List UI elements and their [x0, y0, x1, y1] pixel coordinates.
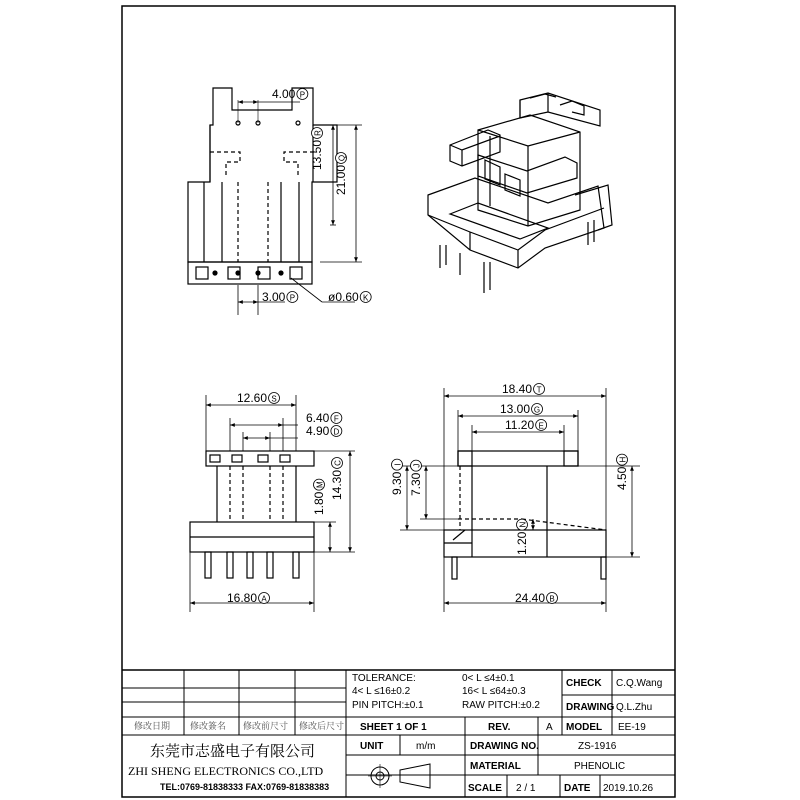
scale-label: SCALE	[468, 783, 502, 794]
dim-side-6	[515, 519, 529, 555]
dim-value: 13.50	[310, 139, 324, 170]
drawing-no-label: DRAWING NO.	[470, 741, 539, 752]
company-name-chinese: 东莞市志盛电子有限公司	[150, 742, 316, 760]
tolerance-label: TOLERANCE:	[352, 673, 416, 684]
dim-tag: H	[618, 456, 628, 463]
revision-header-before: 修改前尺寸	[243, 722, 289, 732]
dim-tag: J	[412, 463, 422, 468]
dim-value: 9.30	[390, 471, 404, 495]
dim-tag: G	[533, 405, 541, 415]
dim-tag: A	[261, 594, 267, 604]
title-block-text	[128, 673, 662, 794]
dim-value: 16.80	[227, 591, 258, 605]
top-view	[188, 88, 337, 284]
dim-side-3	[390, 459, 404, 495]
dim-tag: P	[289, 293, 296, 303]
dimension-labels	[227, 87, 629, 605]
side-view	[444, 451, 606, 579]
dim-tag: T	[536, 385, 542, 395]
material-label: MATERIAL	[470, 761, 521, 772]
date-value: 2019.10.26	[603, 783, 654, 794]
front-view-dimensions	[190, 395, 355, 612]
dim-value: 4.50	[615, 466, 629, 490]
dim-tag: K	[363, 293, 369, 303]
rev-label: REV.	[488, 722, 511, 733]
dim-value: 7.30	[409, 472, 423, 496]
pin-pitch-tolerance: PIN PITCH:±0.1	[352, 700, 424, 711]
dim-tag: S	[271, 394, 277, 404]
unit-label: UNIT	[360, 741, 384, 752]
dim-tag: C	[333, 460, 343, 466]
dim-value: 1.80	[312, 491, 326, 515]
dim-front-5	[227, 591, 270, 605]
dim-tag: R	[313, 130, 323, 136]
dim-side-4	[409, 460, 423, 496]
dim-value: 1.20	[515, 531, 529, 555]
dim-value: 14.30	[330, 469, 344, 500]
front-view	[190, 451, 314, 578]
dim-value: 6.40	[306, 411, 330, 425]
drawing-no-value: ZS-1916	[578, 741, 617, 752]
dim-tag: B	[549, 594, 555, 604]
rev-value: A	[546, 722, 553, 733]
dim-front-2	[306, 424, 342, 438]
sheet-count: SHEET 1 OF 1	[360, 722, 427, 733]
model-label: MODEL	[566, 722, 603, 733]
revision-header-date: 修改日期	[134, 722, 171, 732]
unit-value: m/m	[416, 741, 436, 752]
top-view-dimensions	[238, 102, 362, 315]
dim-front-1	[306, 411, 342, 425]
dim-value: 24.40	[515, 591, 546, 605]
dim-tag: N	[518, 521, 528, 528]
scale-value: 2 / 1	[516, 783, 536, 794]
dim-top-1	[310, 127, 324, 170]
dim-side-0	[502, 382, 545, 396]
dim-tag: F	[333, 414, 339, 424]
dim-front-4	[312, 479, 326, 515]
tolerance-range-1: 0< L ≤4±0.1	[462, 673, 515, 684]
raw-pitch-tolerance: RAW PITCH:±0.2	[462, 700, 540, 711]
revision-header-after: 修改后尺寸	[299, 722, 345, 732]
company-name-english: ZHI SHENG ELECTRONICS CO.,LTD	[128, 764, 324, 778]
dim-tag: M	[315, 481, 325, 488]
dim-top-0	[272, 87, 308, 101]
tolerance-range-2: 4< L ≤16±0.2	[352, 686, 411, 697]
dim-value: 21.00	[334, 164, 348, 195]
dim-front-0	[237, 391, 280, 405]
material-value: PHENOLIC	[574, 761, 626, 772]
dim-value: 4.00	[272, 87, 296, 101]
drawing-label: DRAWING	[566, 702, 615, 713]
dim-value: 12.60	[237, 391, 268, 405]
dim-side-5	[615, 454, 629, 490]
dim-value: 18.40	[502, 382, 533, 396]
drawing-value: Q.L.Zhu	[616, 702, 653, 713]
isometric-view	[428, 93, 612, 293]
dim-side-1	[500, 402, 543, 416]
dim-top-4	[328, 290, 371, 304]
date-label: DATE	[564, 783, 591, 794]
company-contact: TEL:0769-81838333 FAX:0769-81838383	[160, 782, 330, 792]
check-value: C.Q.Wang	[616, 678, 663, 689]
dim-tag: Q	[337, 154, 347, 162]
dim-tag: D	[333, 427, 340, 437]
check-label: CHECK	[566, 678, 602, 689]
dim-value: 11.20	[505, 418, 535, 432]
dim-tag: I	[393, 463, 403, 466]
revision-header-signature: 修改簽名	[190, 722, 227, 732]
dim-tag: E	[538, 421, 544, 431]
dim-value: 4.90	[306, 424, 330, 438]
tolerance-range-3: 16< L ≤64±0.3	[462, 686, 526, 697]
dim-front-3	[330, 457, 344, 500]
dim-side-2	[505, 418, 547, 432]
dim-tag: P	[299, 90, 306, 100]
dim-value: 3.00	[262, 290, 286, 304]
dim-top-2	[334, 152, 348, 195]
model-value: EE-19	[618, 722, 646, 733]
dim-top-3	[262, 290, 298, 304]
dim-value: 13.00	[500, 402, 531, 416]
dim-value: ø0.60	[328, 290, 359, 304]
dim-side-7	[515, 591, 558, 605]
